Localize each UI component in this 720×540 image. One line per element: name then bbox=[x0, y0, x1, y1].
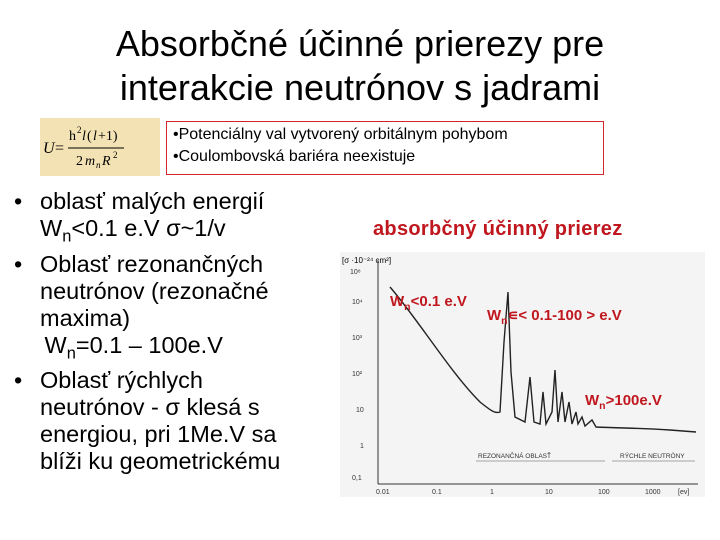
bullet-3-line-3: energiou, pri 1Me.V sa bbox=[40, 421, 277, 448]
bullet-3-line-2: neutrónov - σ klesá s bbox=[40, 394, 260, 421]
y-tick: 0,1 bbox=[352, 475, 362, 482]
x-tick: 100 bbox=[598, 489, 610, 496]
y-tick: 10⁴ bbox=[352, 299, 363, 306]
bullet-low-energy bbox=[14, 188, 334, 215]
bullet-2-range: $W_n=0.1 - 100e.V$ bbox=[44, 331, 223, 363]
graph-title: absorbčný účinný prierez bbox=[373, 218, 623, 240]
svg-text:l: l bbox=[82, 129, 86, 144]
zone-label-resonance: REZONANČNÁ OBLASŤ bbox=[478, 453, 551, 460]
bullet-fast bbox=[14, 367, 334, 394]
svg-text:U: U bbox=[43, 140, 55, 157]
info-line-coulomb: •Coulombovská bariéra neexistuje bbox=[173, 148, 416, 165]
bullet-1-text: oblasť malých energií bbox=[40, 188, 265, 214]
bullet-list bbox=[14, 188, 334, 475]
graph-background bbox=[340, 252, 705, 497]
x-tick: 0.01 bbox=[376, 489, 390, 496]
y-tick: 10⁸ bbox=[350, 269, 361, 276]
svg-text:l: l bbox=[93, 129, 97, 144]
svg-text:m: m bbox=[85, 154, 96, 169]
svg-text:R: R bbox=[102, 154, 111, 169]
slide-title bbox=[0, 22, 720, 110]
x-tick: 10 bbox=[545, 489, 553, 496]
x-tick: 1000 bbox=[645, 489, 661, 496]
bullet-3-text: Oblasť rýchlych bbox=[40, 367, 203, 394]
title-line-2: interakcie neutrónov s jadrami bbox=[119, 67, 601, 108]
info-line-potential: •Potenciálny val vytvorený orbitálnym pohybom bbox=[173, 126, 508, 143]
svg-text:n: n bbox=[96, 160, 101, 170]
bullet-2-line-2: neutrónov (rezonačné bbox=[40, 277, 269, 304]
svg-text:2: 2 bbox=[77, 125, 82, 135]
y-tick: 10³ bbox=[352, 335, 363, 342]
title-line-1: Absorbčné účinné prierezy pre bbox=[115, 23, 605, 64]
region-label-resonance: $W_n∊< 0.1-100 > e.V$ bbox=[487, 307, 622, 327]
svg-text:=: = bbox=[55, 140, 65, 157]
zone-label-fast: RÝCHLE NEUTRÓNY bbox=[620, 453, 685, 460]
svg-text:(: ( bbox=[87, 129, 92, 144]
svg-text:h: h bbox=[69, 129, 76, 144]
svg-text:+1): +1) bbox=[98, 129, 118, 144]
x-tick: 1 bbox=[490, 489, 494, 496]
centrifugal-potential-formula bbox=[40, 118, 160, 176]
formula-image bbox=[40, 118, 160, 176]
region-label-low: $W_n<0.1$ e.V bbox=[390, 293, 467, 313]
y-tick: 1 bbox=[360, 443, 364, 450]
cross-section-graph bbox=[340, 252, 705, 497]
info-box bbox=[166, 121, 604, 175]
bullet-1-cont: $W_n<0.1$ e.V σ~1/v bbox=[40, 215, 226, 246]
x-tick: 0.1 bbox=[432, 489, 442, 496]
svg-text:2: 2 bbox=[76, 154, 83, 169]
bullet-2-text: Oblasť rezonančných bbox=[40, 250, 264, 277]
bullet-2-line-3: maxima) bbox=[40, 304, 131, 331]
bullet-resonance bbox=[14, 251, 334, 278]
y-axis-label: [σ ·10⁻²⁴ cm²] bbox=[342, 256, 392, 265]
bullet-3-line-4: blíži ku geometrickému bbox=[40, 448, 281, 475]
x-axis-label: [ev] bbox=[678, 489, 690, 496]
region-label-fast: $W_n>100e.V$ bbox=[585, 392, 662, 412]
y-tick: 10² bbox=[352, 371, 363, 378]
y-tick: 10 bbox=[356, 407, 364, 414]
svg-text:2: 2 bbox=[113, 150, 118, 160]
